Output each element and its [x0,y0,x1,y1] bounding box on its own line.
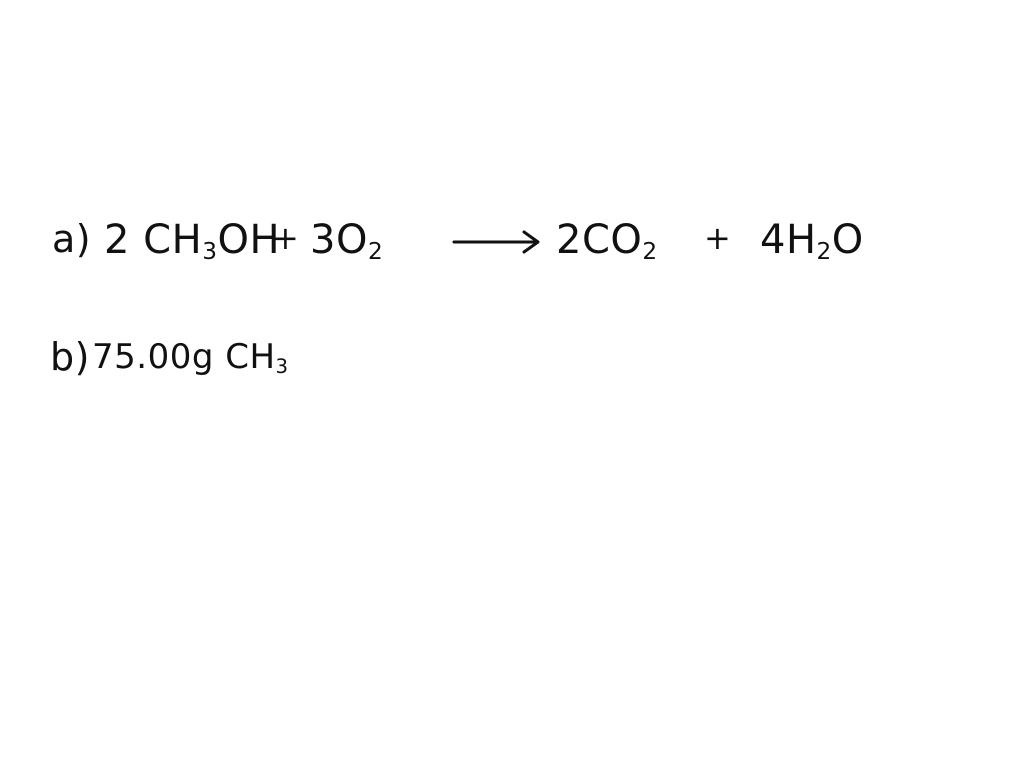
mass-value: 75.00g [92,337,214,377]
plus-sign: + [272,219,300,257]
formula-part: OH [217,217,281,263]
coefficient: 2 [104,217,130,263]
coefficient: 4 [760,217,786,263]
reactant-methanol [104,217,281,265]
formula-part: CH [143,217,203,263]
coefficient: 2 [556,217,582,263]
formula-part: H [785,217,817,263]
subscript: 2 [642,237,658,265]
subscript: 2 [816,237,832,265]
subscript: 3 [275,354,289,378]
formula-part: CH [225,337,276,377]
coefficient: 3 [310,217,336,263]
formula-part: O [335,217,368,263]
subscript: 2 [367,237,384,265]
formula-part: O [831,217,864,263]
plus-sign: + [704,219,732,257]
reactant-oxygen [310,217,384,265]
subscript: 3 [202,237,218,265]
part-b-amount [92,337,289,378]
arrow-right-icon [452,228,542,258]
product-water [760,217,864,265]
formula-part: CO [581,217,643,263]
product-carbon-dioxide [556,217,658,265]
part-b-label: b) [50,335,90,379]
part-a-label: a) [52,217,92,261]
